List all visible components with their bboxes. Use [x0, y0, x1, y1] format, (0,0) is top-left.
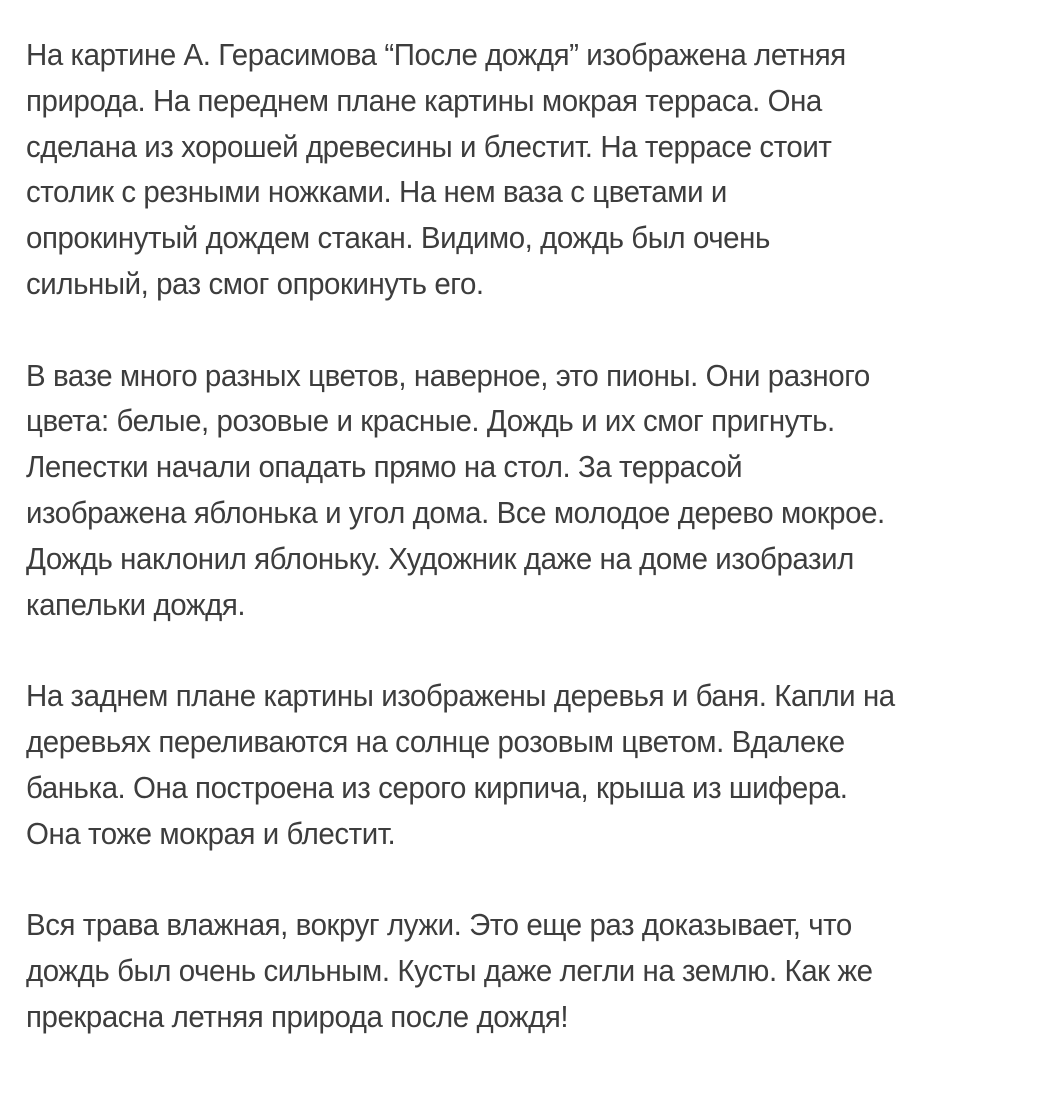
text-line: Она тоже мокрая и блестит.: [26, 815, 396, 851]
text-line: Вся трава влажная, вокруг лужи. Это еще раз доказывает, что: [26, 907, 852, 943]
text-line: Лепестки начали опадать прямо на стол. За террасой: [26, 449, 743, 485]
text-line: цвета: белые, розовые и красные. Дождь и их смог пригнуть.: [26, 403, 835, 439]
paragraph-1: [26, 32, 986, 307]
text-line: прекрасна летняя природа после дождя!: [26, 998, 569, 1034]
text-line: В вазе много разных цветов, наверное, это пионы. Они разного: [26, 357, 870, 393]
text-line: сделана из хорошей древесины и блестит. На террасе стоит: [26, 128, 832, 164]
essay-text: [26, 32, 986, 1085]
text-line: природа. На переднем плане картины мокрая терраса. Она: [26, 82, 822, 118]
text-line: На заднем плане картины изображены деревья и баня. Капли на: [26, 678, 895, 714]
text-line: банька. Она построена из серого кирпича, крыша из шифера.: [26, 769, 848, 805]
text-line: На картине А. Герасимова “После дождя” изображена летняя: [26, 37, 846, 72]
text-line: изображена яблонька и угол дома. Все молодое дерево мокрое.: [26, 494, 885, 530]
text-line: дождь был очень сильным. Кусты даже легли на землю. Как же: [26, 952, 873, 988]
text-line: сильный, раз смог опрокинуть его.: [26, 265, 484, 301]
text-line: деревьях переливаются на солнце розовым цветом. Вдалеке: [26, 723, 845, 759]
paragraph-2: [26, 353, 986, 628]
paragraph-3: [26, 673, 986, 856]
text-line: опрокинутый дождем стакан. Видимо, дождь был очень: [26, 220, 770, 256]
text-line: Дождь наклонил яблоньку. Художник даже на доме изобразил: [26, 540, 854, 576]
text-line: столик с резными ножками. На нем ваза с цветами и: [26, 174, 727, 210]
paragraph-4: [26, 902, 986, 1039]
text-line: капельки дождя.: [26, 586, 246, 622]
